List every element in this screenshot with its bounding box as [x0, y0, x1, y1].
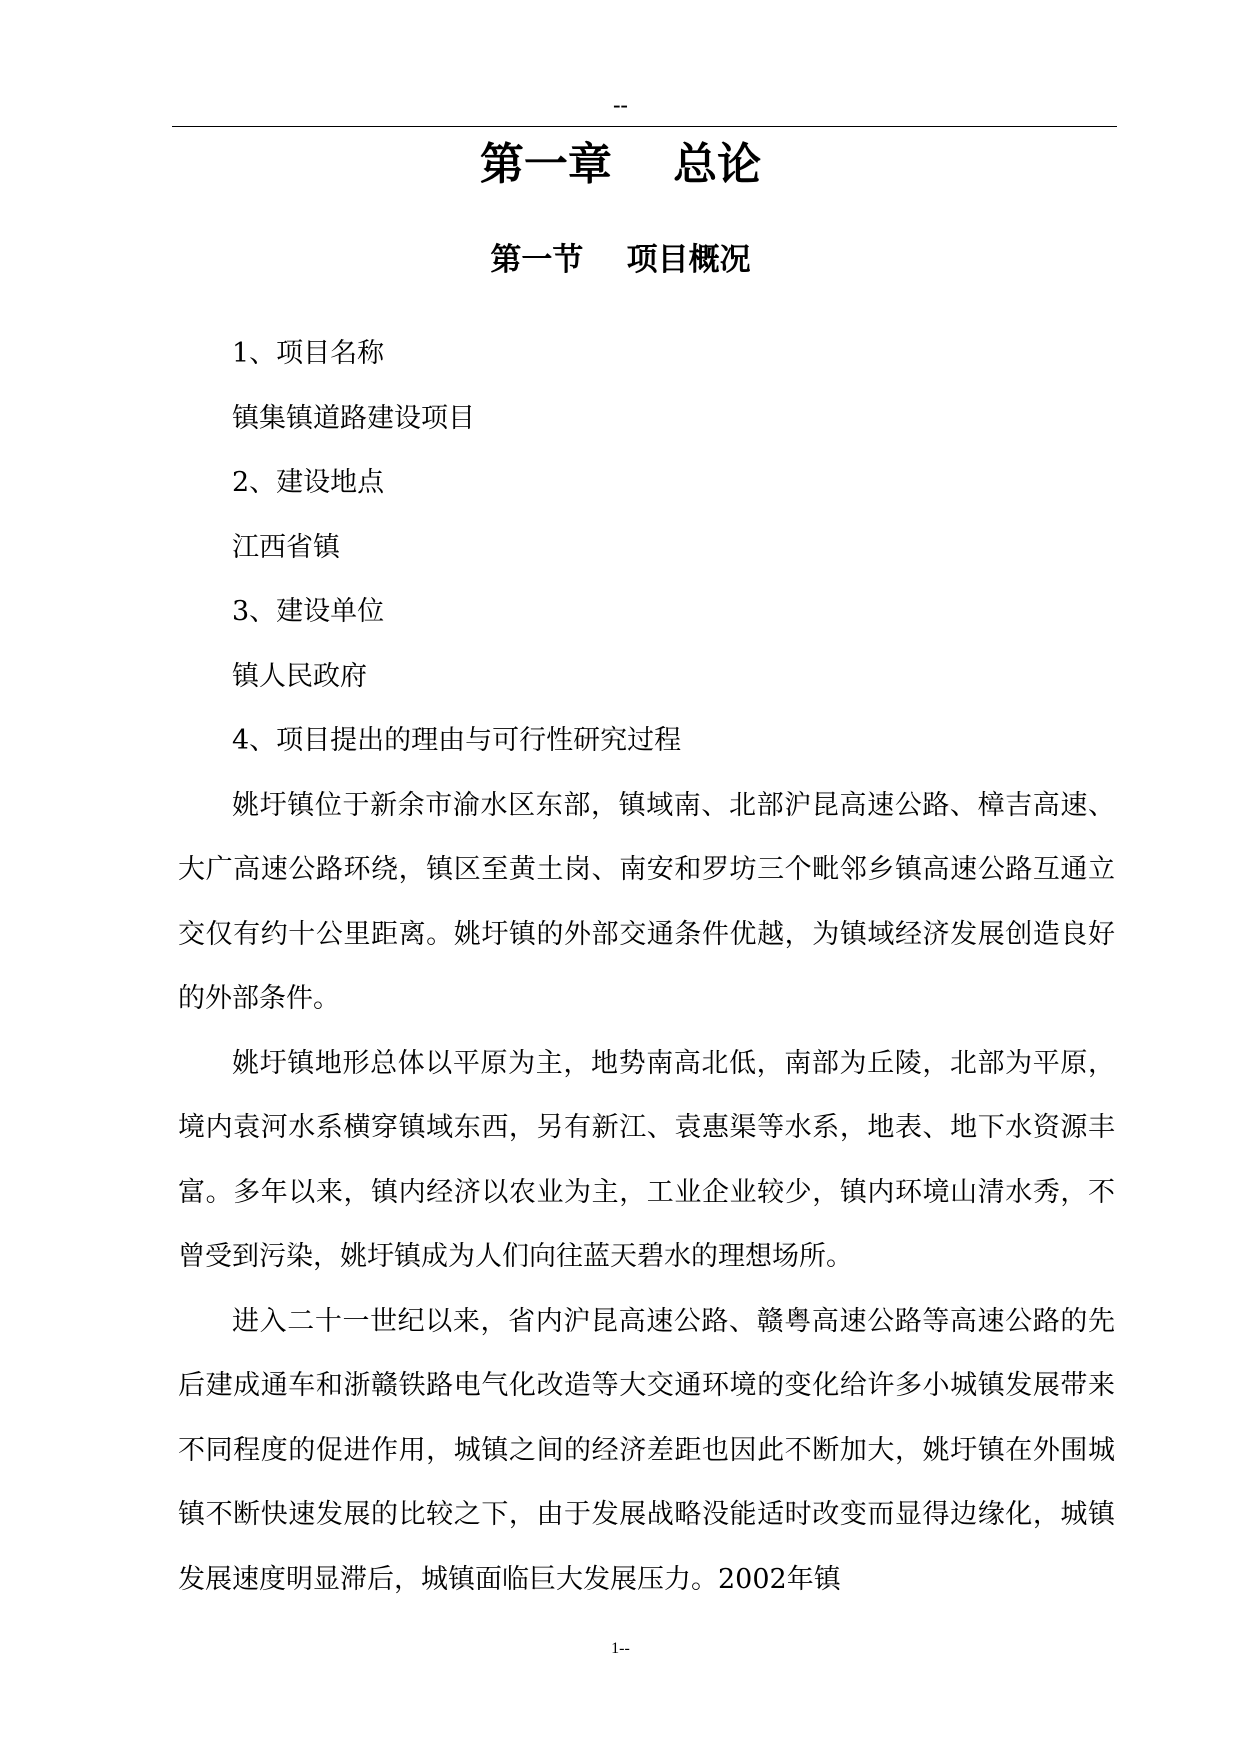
paragraph-item-2-heading: 2、建设地点 [232, 467, 385, 498]
paragraph-item-4-heading: 4、项目提出的理由与可行性研究过程 [232, 725, 682, 756]
paragraph-project-name: 镇集镇道路建设项目 [232, 402, 475, 434]
paragraph-item-1-heading: 1、项目名称 [232, 338, 385, 369]
chapter-title: 第一章 总论 [479, 139, 762, 190]
paragraph-item-3-heading: 3、建设单位 [232, 596, 385, 627]
paragraph-traffic: 姚圩镇位于新余市渝水区东部，镇域南、北部沪昆高速公路、樟吉高速、大广高速公路环绕，镇区至黄土岗、南安和罗坊三个毗邻乡镇高速公路互通立交仅有约十公里距离。姚圩镇的外部交通条件优越，为镇域经济发展创造良好的外部条件。 [178, 789, 1115, 1014]
page-number: 1-- [611, 1640, 630, 1657]
header-rule [172, 126, 1117, 127]
paragraph-terrain: 姚圩镇地形总体以平原为主，地势南高北低，南部为丘陵，北部为平原，境内袁河水系横穿镇域东西，另有新江、袁惠渠等水系，地表、地下水资源丰富。多年以来，镇内经济以农业为主，工业企业较少，镇内环境山清水秀，不曾受到污染，姚圩镇成为人们向往蓝天碧水的理想场所。 [178, 1047, 1115, 1272]
paragraph-location: 江西省镇 [232, 531, 340, 563]
section-title: 第一节 项目概况 [490, 242, 751, 278]
page-header-mark: -- [613, 92, 628, 117]
paragraph-development: 进入二十一世纪以来，省内沪昆高速公路、赣粤高速公路等高速公路的先后建成通车和浙赣铁路电气化改造等大交通环境的变化给许多小城镇发展带来不同程度的促进作用，城镇之间的经济差距也因此不断加大，姚圩镇在外围城镇不断快速发展的比较之下，由于发展战略没能适时改变而显得边缘化，城镇发展速度明显滞后，城镇面临巨大发展压力。2002年镇 [178, 1305, 1115, 1595]
paragraph-unit: 镇人民政府 [232, 660, 367, 692]
body-text [178, 322, 1115, 1612]
